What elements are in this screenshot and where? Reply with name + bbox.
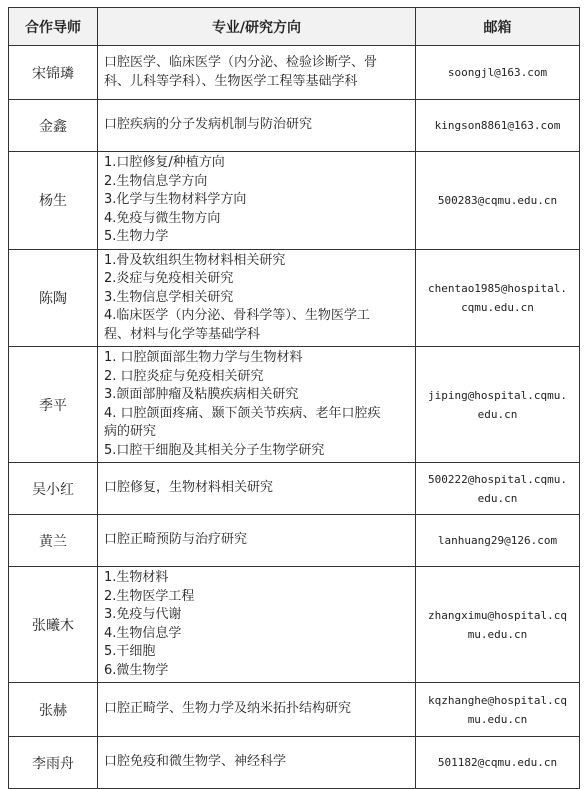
table-row <box>9 683 580 737</box>
research-field <box>98 463 416 515</box>
header-field: 专业/研究方向 <box>98 8 416 46</box>
advisor-name: 金鑫 <box>9 100 98 152</box>
research-field <box>98 683 416 737</box>
email-line: kingson8861@163.com <box>434 119 561 132</box>
research-field-line: 5.干细胞 <box>104 644 156 659</box>
email-line: 501182@cqmu.edu.cn <box>437 756 558 769</box>
email-address <box>416 463 580 515</box>
research-field-line: 2.炎症与免疫相关研究 <box>104 271 234 286</box>
email-line: 500222@hospital.cqmu. <box>427 472 568 486</box>
header-email: 邮箱 <box>416 8 580 46</box>
email-line: mu.edu.cn <box>467 712 528 726</box>
advisor-name: 吴小红 <box>9 463 98 515</box>
email-address <box>416 46 580 100</box>
header-row <box>9 8 580 46</box>
research-field <box>98 515 416 567</box>
email-address <box>416 100 580 152</box>
advisor-name: 季平 <box>9 347 98 463</box>
advisor-name: 张曦木 <box>9 567 98 683</box>
research-field-line: 5.生物力学 <box>104 229 169 244</box>
research-field-line: 1.骨及软组织生物材料相关研究 <box>104 252 286 268</box>
research-field-line: 3.化学与生物材料学方向 <box>104 192 247 207</box>
email-line: soongjl@163.com <box>447 66 548 79</box>
research-field-line: 口腔医学、临床医学（内分泌、检验诊断学、骨 <box>104 55 378 70</box>
email-address <box>416 249 580 347</box>
research-field-line: 病的研究 <box>104 424 157 439</box>
email-line: zhangximu@hospital.cq <box>427 608 568 622</box>
email-address <box>416 737 580 789</box>
research-field-line: 1.生物材料 <box>104 570 169 585</box>
table-row <box>9 46 580 100</box>
research-field-line: 程、材料与化学等基础学科 <box>104 326 261 342</box>
advisor-name: 张赫 <box>9 683 98 737</box>
advisor-name: 黄兰 <box>9 515 98 567</box>
email-address <box>416 567 580 683</box>
email-line: edu.cn <box>477 491 518 505</box>
research-field <box>98 737 416 789</box>
research-field-line: 口腔疾病的分子发病机制与防治研究 <box>104 117 313 133</box>
research-field <box>98 567 416 683</box>
research-field <box>98 152 416 250</box>
email-line: lanhuang29@126.com <box>437 534 558 547</box>
advisor-table <box>8 7 580 789</box>
email-address <box>416 515 580 567</box>
research-field-line: 2.生物信息学方向 <box>104 173 208 189</box>
advisor-name: 李雨舟 <box>9 737 98 789</box>
email-line: 500283@cqmu.edu.cn <box>437 193 558 207</box>
research-field-line: 4.生物信息学 <box>104 625 182 641</box>
research-field-line: 3.生物信息学相关研究 <box>104 289 234 305</box>
research-field-line: 3.免疫与代谢 <box>104 607 182 622</box>
advisor-name: 宋锦璘 <box>9 46 98 100</box>
research-field-line: 5.口腔干细胞及其相关分子生物学研究 <box>104 442 325 458</box>
advisor-name: 陈陶 <box>9 249 98 347</box>
research-field-line: 2.生物医学工程 <box>104 588 195 604</box>
table-row <box>9 515 580 567</box>
table-row <box>9 567 580 683</box>
research-field-line: 1.口腔修复/种植方向 <box>104 155 225 170</box>
research-field-line: 6.微生物学 <box>104 662 169 678</box>
research-field-line: 口腔正畸预防与治疗研究 <box>104 532 248 548</box>
advisor-name: 杨生 <box>9 152 98 250</box>
email-line: chentao1985@hospital. <box>427 281 568 295</box>
research-field-line: 科、儿科等学科）、生物医学工程等基础学科 <box>104 73 358 89</box>
email-line: kqzhanghe@hospital.cq <box>427 693 568 707</box>
research-field <box>98 249 416 347</box>
email-line: jiping@hospital.cqmu. <box>427 388 568 402</box>
research-field-line: 1. 口腔颌面部生物力学与生物材料 <box>104 350 303 365</box>
table-row <box>9 249 580 347</box>
header-advisor: 合作导师 <box>9 8 98 46</box>
table-row <box>9 152 580 250</box>
research-field-line: 4. 口腔颌面疼痛、颞下颌关节疾病、老年口腔疾 <box>104 405 381 421</box>
research-field-line: 口腔修复，生物材料相关研究 <box>104 480 274 496</box>
research-field-line: 口腔正畸学、生物力学及纳米拓扑结构研究 <box>104 701 352 717</box>
email-line: edu.cn <box>477 407 518 421</box>
email-line: mu.edu.cn <box>467 627 528 641</box>
table-body <box>9 46 580 789</box>
email-line: cqmu.edu.cn <box>461 300 534 314</box>
table-row <box>9 347 580 463</box>
research-field <box>98 100 416 152</box>
research-field <box>98 46 416 100</box>
research-field-line: 2. 口腔炎症与免疫相关研究 <box>104 368 264 384</box>
research-field-line: 口腔免疫和微生物学、神经科学 <box>104 754 287 770</box>
table-row <box>9 737 580 789</box>
email-address <box>416 347 580 463</box>
email-address <box>416 152 580 250</box>
research-field-line: 4.免疫与微生物方向 <box>104 210 221 226</box>
research-field <box>98 347 416 463</box>
research-field-line: 4.临床医学（内分泌、骨科学等）、生物医学工 <box>104 308 370 323</box>
table-row <box>9 100 580 152</box>
email-address <box>416 683 580 737</box>
research-field-line: 3.颌面部肿瘤及粘膜疾病相关研究 <box>104 387 299 402</box>
table-row <box>9 463 580 515</box>
